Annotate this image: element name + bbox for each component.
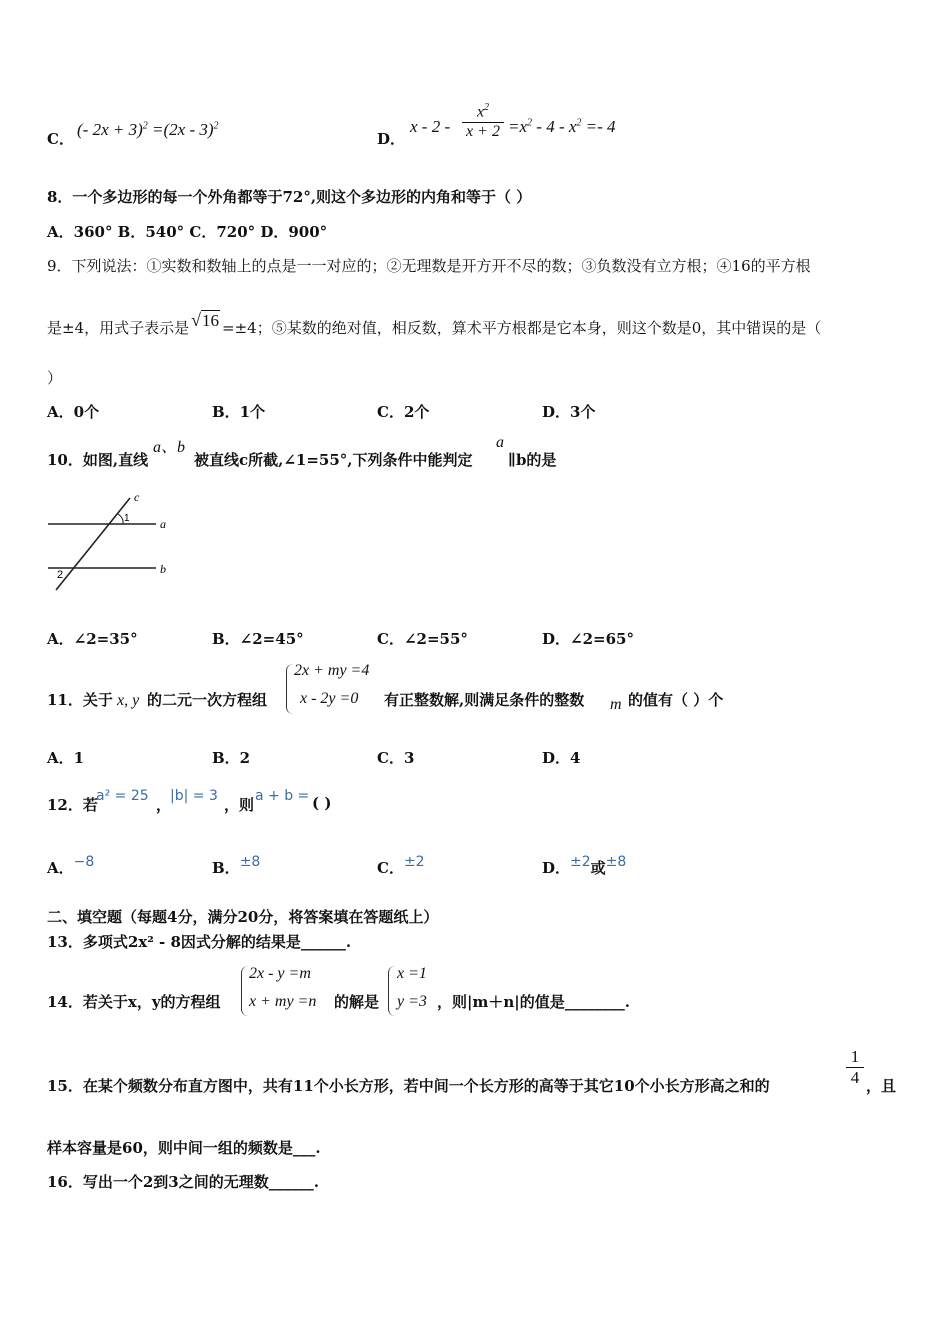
q12-expr: a + b = <box>255 788 310 804</box>
q9-line2: 是±4，用式子表示是 √16 =±4；⑤某数的绝对值，相反数，算术平方根都是它本身，则这个数是0，其中错误的是（ <box>47 310 822 337</box>
q10-option-d: D．∠2=65° <box>542 630 634 648</box>
q10-line-a: a <box>496 434 504 451</box>
q8-stem: 8．一个多边形的每一个外角都等于72°,则这个多边形的内角和等于（ ） <box>47 188 532 206</box>
label-c: c <box>134 490 140 504</box>
q11-option-d: D．4 <box>542 749 581 767</box>
q11-vars: x, y <box>117 692 140 709</box>
q9-line1: 9．下列说法：①实数和数轴上的点是一一对应的；②无理数是开方开不尽的数；③负数没有立方根；④16的平方根 <box>47 257 811 275</box>
q10-stem-c: ∥b的是 <box>508 451 557 469</box>
q13-text: 13．多项式2x² - 8因式分解的结果是______. <box>47 933 352 951</box>
q14-stem-b: 的解是 <box>334 993 380 1011</box>
line-c <box>56 498 130 590</box>
q11-stem-c: 有正整数解,则满足条件的整数 <box>384 691 585 709</box>
q12-comma: ， <box>156 796 172 814</box>
q14-stem-a: 14．若关于x，y的方程组 <box>47 993 221 1011</box>
q9-option-a: A．0个 <box>47 403 100 421</box>
q16-text: 16．写出一个2到3之间的无理数______. <box>47 1173 319 1191</box>
q11-option-b: B．2 <box>212 749 251 767</box>
q10-lines-ab: a、b <box>153 439 186 456</box>
q12-stem-b: ，则 <box>224 796 255 814</box>
q7-option-d-label: D． <box>377 130 406 148</box>
q10-option-c: C．∠2=55° <box>377 630 468 648</box>
q14-sol2: y =3 <box>397 993 427 1010</box>
label-angle-2: 2 <box>57 569 64 581</box>
q12-option-d: D．±2或±8 <box>542 854 627 877</box>
q9-option-d: D．3个 <box>542 403 596 421</box>
label-angle-1: 1 <box>124 513 130 524</box>
q14-sol1: x =1 <box>397 965 427 982</box>
q10-stem-b: 被直线c所截,∠1=55°,下列条件中能判定 <box>194 451 473 469</box>
q7-option-c-label: C． <box>47 130 74 148</box>
q8-options: A．360° B．540° C．720° D．900° <box>47 223 328 241</box>
q12-option-c: C．±2 <box>377 854 425 877</box>
q12-stem-a: 12．若 <box>47 796 98 814</box>
q10-stem-a: 10．如图,直线 <box>47 451 149 469</box>
q10-option-b: B．∠2=45° <box>212 630 304 648</box>
q10-option-a: A．∠2=35° <box>47 630 138 648</box>
q12-option-a: A．−8 <box>47 854 95 877</box>
q11-eq1: 2x + my =4 <box>294 662 370 679</box>
q14-eq2: x + my =n <box>249 993 317 1010</box>
q11-option-a: A．1 <box>47 749 85 767</box>
q11-system-brace <box>286 664 293 714</box>
q14-eq1: 2x - y =m <box>249 965 311 982</box>
label-b: b <box>160 562 166 576</box>
q11-eq2: x - 2y =0 <box>300 690 359 707</box>
q15-line2: 样本容量是60，则中间一组的频数是___. <box>47 1139 321 1157</box>
q12-cond2: |b| = 3 <box>170 788 218 804</box>
q12-option-b: B．±8 <box>212 854 261 877</box>
q10-figure <box>44 490 174 595</box>
q14-stem-c: ，则|m＋n|的值是________. <box>437 993 630 1011</box>
q11-m: m <box>610 696 622 713</box>
q7-option-c-expression: (- 2x + 3)$^2$ =(2x - 3)$^2$ <box>77 120 219 139</box>
q11-stem-a: 11．关于 <box>47 691 113 709</box>
q12-stem-c: ( ) <box>312 794 332 812</box>
q11-stem-d: 的值有（ ）个 <box>628 691 724 709</box>
section2-heading: 二、填空题（每题4分，满分20分，将答案填在答题纸上） <box>47 908 439 926</box>
q9-option-b: B．1个 <box>212 403 266 421</box>
label-a: a <box>160 517 166 531</box>
q14-system-brace <box>241 966 248 1016</box>
sqrt-16: √16 <box>191 310 220 330</box>
q7-option-d-expr-a: x - 2 - <box>410 117 451 136</box>
q14-solution-brace <box>388 966 395 1016</box>
q15-line1-end: ，且 <box>866 1077 897 1095</box>
q9-option-c: C．2个 <box>377 403 430 421</box>
q12-cond1: a² = 25 <box>96 788 149 804</box>
q7-option-d-fraction: $\frac{x^2}{x + 2}$ <box>462 102 504 141</box>
q7-option-d-expr-b: $=x^2 - 4 - x^2 =- 4$ <box>508 117 616 136</box>
q15-line1: 15．在某个频数分布直方图中，共有11个小长方形，若中间一个长方形的高等于其它10个小长方形高之和的 <box>47 1077 770 1095</box>
q9-line3: ） <box>47 369 63 387</box>
q15-fraction: $\frac{1}{4}$ <box>846 1047 864 1088</box>
q11-option-c: C．3 <box>377 749 415 767</box>
q11-stem-b: 的二元一次方程组 <box>147 691 268 709</box>
